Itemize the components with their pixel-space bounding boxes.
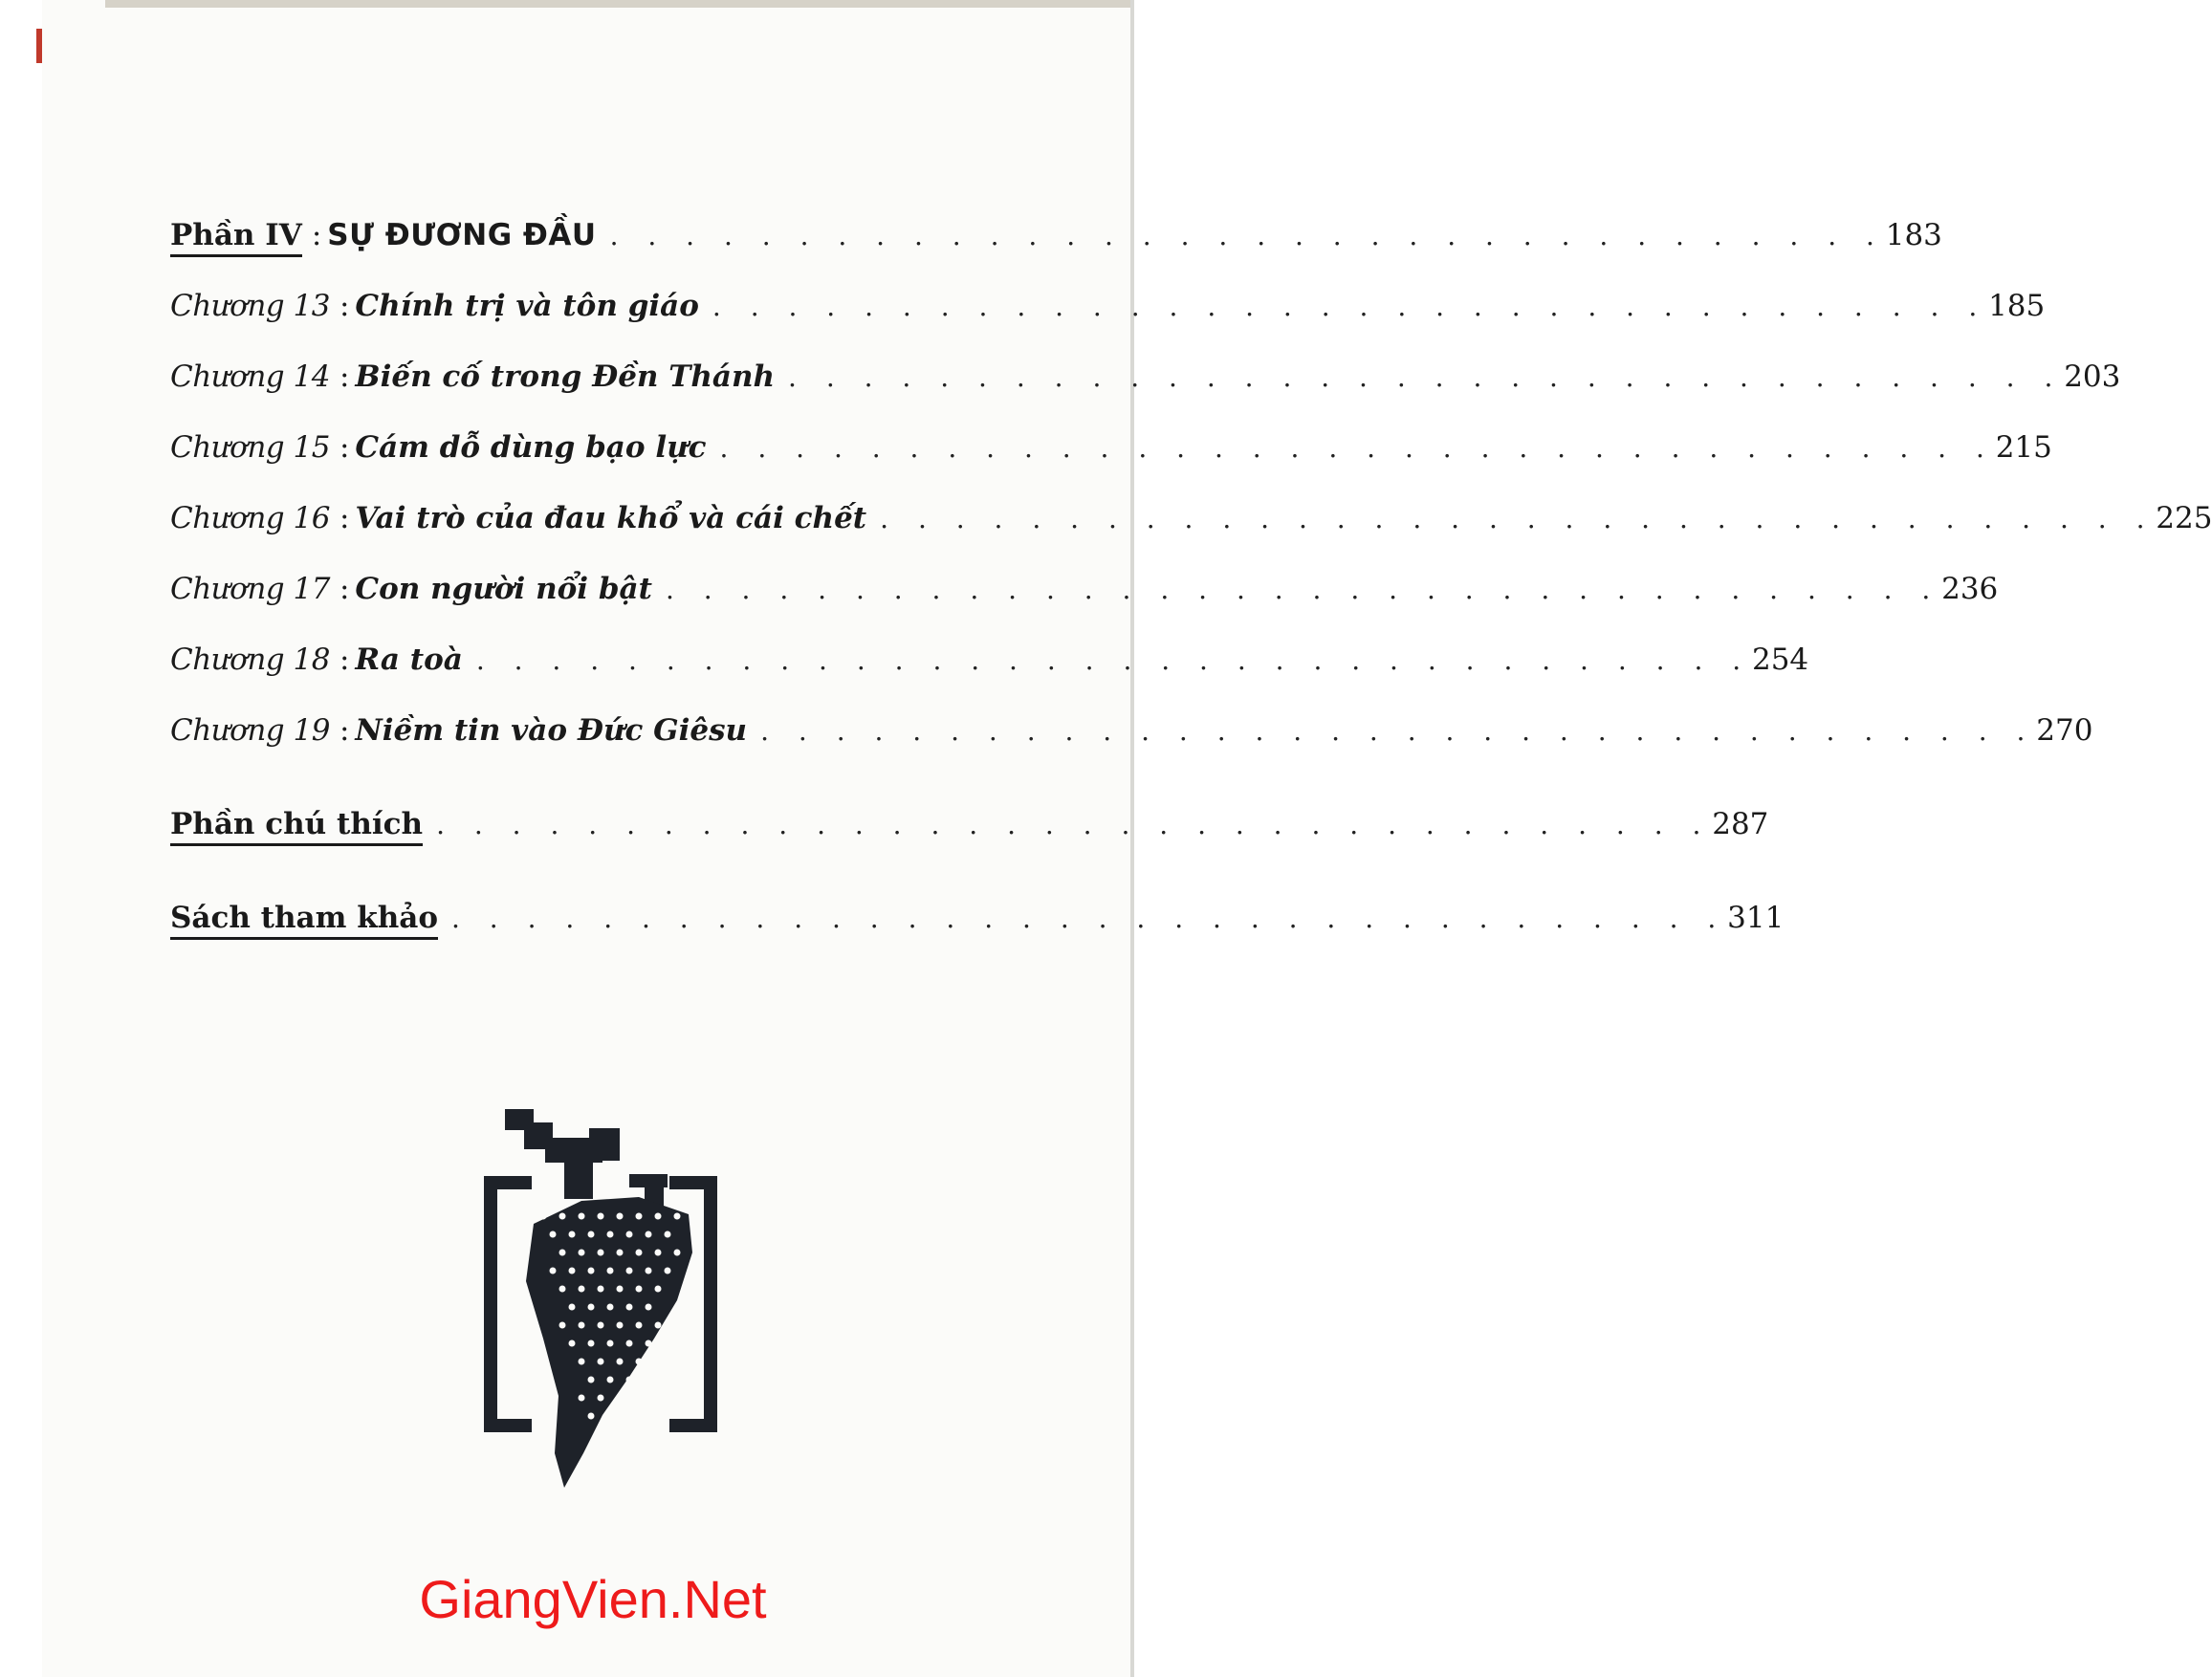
toc-title: SỰ ĐƯƠNG ĐẦU [327,218,597,252]
toc-separator: : [339,359,350,394]
toc-title: Chính trị và tôn giáo [355,289,699,323]
toc-leader: . . . . . . . . . . . . . . . . . . . . . . . . . . . . . . . . . . [719,432,1995,464]
toc-row-chapter-19[interactable] [170,713,2093,807]
toc-leader: . . . . . . . . . . . . . . . . . . . . . . . . . . . . . . . . . . [436,809,1712,840]
watermark-text: GiangVien.Net [419,1569,767,1629]
toc-row-notes[interactable] [170,807,1769,901]
toc-row-chapter-17[interactable] [170,572,1999,642]
toc-page-number: 203 [2064,359,2121,394]
toc-leader: . . . . . . . . . . . . . . . . . . . . . . . . . . . . . . . . . . [712,291,1988,322]
toc-label: Chương 13 [170,289,330,323]
toc-leader: . . . . . . . . . . . . . . . . . . . . . . . . . . . . . . . . . . [665,574,1941,605]
toc-title: Con người nổi bật [355,572,652,606]
toc-title: Biến cố trong Đền Thánh [355,359,776,394]
toc-label: Chương 15 [170,430,330,465]
toc-leader: . . . . . . . . . . . . . . . . . . . . . . . . . . . . . . . . . . [760,715,2036,747]
toc-page-number: 270 [2036,713,2093,748]
toc-page-number: 183 [1885,218,1942,252]
toc-label: Chương 18 [170,642,330,677]
toc-page-number: 185 [1988,289,2046,323]
toc-title: Cám dỗ dùng bạo lực [355,430,707,465]
toc-title: Niềm tin vào Đức Giêsu [355,713,748,748]
toc-row-chapter-13[interactable] [170,289,2046,359]
toc-leader: . . . . . . . . . . . . . . . . . . . . . . . . . . . . . . . . . . [880,503,2156,534]
toc-page-number: 215 [1995,430,2052,465]
toc-leader: . . . . . . . . . . . . . . . . . . . . . . . . . . . . . . . . . . [788,361,2064,393]
toc-separator: : [311,218,322,252]
toc-separator: : [339,430,350,465]
toc-label: Phần chú thích [170,807,423,846]
toc-label: Chương 14 [170,359,330,394]
toc-leader: . . . . . . . . . . . . . . . . . . . . . . . . . . . . . . . . . . [609,220,1885,251]
toc-label: Chương 16 [170,501,330,535]
page-top-edge [105,0,1134,8]
toc-leader: . . . . . . . . . . . . . . . . . . . . . . . . . . . . . . . . . . [451,903,1727,934]
table-of-contents [170,218,2212,971]
toc-title: Ra toà [355,642,463,677]
toc-page-number: 254 [1751,642,1809,677]
toc-page-number: 287 [1712,807,1769,841]
toc-page-number: 311 [1727,901,1785,935]
toc-row-chapter-14[interactable] [170,359,2121,430]
toc-page-number: 225 [2156,501,2212,535]
toc-label: Chương 17 [170,572,330,606]
page-left-mark [36,29,42,63]
toc-separator: : [339,289,350,323]
toc-row-bibliography[interactable] [170,901,1785,971]
toc-row-chapter-15[interactable] [170,430,2052,501]
toc-label: Chương 19 [170,713,330,748]
toc-row-chapter-16[interactable] [170,501,2212,572]
toc-page-number: 236 [1941,572,1999,606]
toc-label: Sách tham khảo [170,901,438,940]
toc-separator: : [339,642,350,677]
toc-label: Phần IV [170,218,302,257]
grape-cluster-icon [476,1109,725,1492]
toc-title: Vai trò của đau khổ và cái chết [355,501,867,535]
toc-separator: : [339,713,350,748]
toc-leader: . . . . . . . . . . . . . . . . . . . . . . . . . . . . . . . . . . [475,644,1752,676]
toc-separator: : [339,572,350,606]
toc-separator: : [339,501,350,535]
toc-row-chapter-18[interactable] [170,642,1809,713]
toc-row-part-iv[interactable] [170,218,1942,289]
